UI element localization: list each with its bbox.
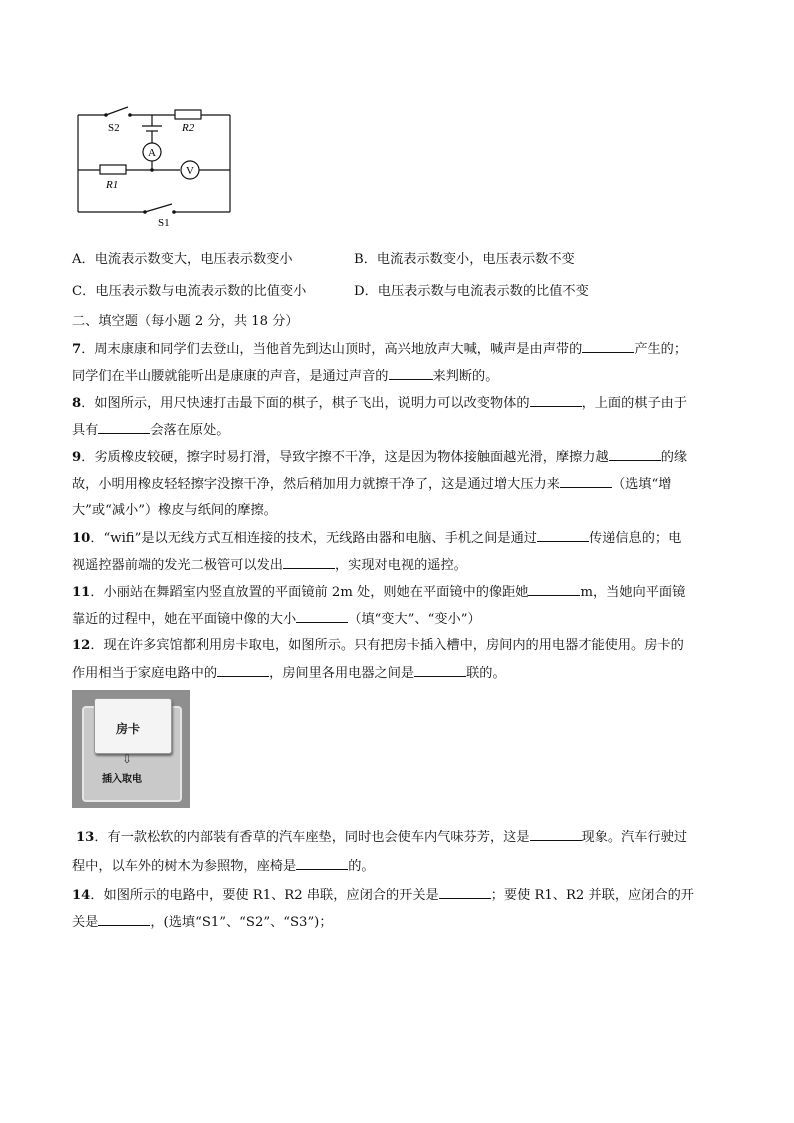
question-text: （选填“增 — [611, 477, 672, 492]
question-number: 12 — [72, 638, 91, 653]
voltmeter-label: V — [186, 165, 194, 177]
room-card-photo — [72, 690, 190, 808]
question-text: 的缘 — [660, 450, 688, 465]
answer-blank[interactable] — [609, 448, 661, 461]
resistor-r1-label: R1 — [106, 179, 119, 191]
question-12-line-1 — [72, 637, 684, 655]
question-14-line-1 — [72, 886, 694, 905]
question-number: 14 — [72, 888, 91, 903]
question-9-line-2 — [72, 475, 671, 494]
question-11-line-1 — [72, 583, 685, 602]
question-text: ．劣质橡皮较硬，擦字时易打滑，导致字擦不干净，这是因为物体接触面越光滑，摩擦力越 — [81, 450, 609, 465]
insert-power-label: 插入取电 — [102, 774, 142, 785]
question-text: ．周末康康和同学们去登山，当他首先到达山顶时，高兴地放声大喊，喊声是由声带的 — [81, 342, 583, 357]
question-10-line-1 — [72, 529, 681, 548]
switch-s2-label: S2 — [108, 122, 120, 134]
question-text: ，上面的棋子由于 — [581, 396, 688, 411]
question-12-line-2 — [72, 664, 506, 683]
insert-arrow-icon: ⇩ — [122, 752, 133, 766]
question-text: ，房间里各用电器之间是 — [269, 666, 415, 681]
answer-blank[interactable] — [537, 529, 589, 542]
circuit-diagram — [70, 100, 240, 230]
question-text: m，当她向平面镜 — [580, 585, 686, 600]
question-text: ，实现对电视的遥控。 — [335, 558, 467, 573]
question-text: ，(选填“S1”、“S2”、“S3”)； — [150, 915, 333, 930]
question-text: 同学们在半山腰就能听出是康康的声音，是通过声音的 — [72, 369, 389, 384]
option-a: A．电流表示数变大，电压表示数变小 — [72, 252, 293, 267]
question-text: 会落在原处。 — [150, 423, 230, 438]
answer-blank[interactable] — [530, 828, 582, 841]
question-text: 来判断的。 — [432, 369, 499, 384]
ammeter-label: A — [148, 147, 156, 159]
question-text: 视遥控器前端的发光二极管可以发出 — [72, 558, 283, 573]
question-text: 联的。 — [466, 666, 506, 681]
question-number: 7 — [72, 342, 82, 357]
section-title: 二、填空题（每小题 2 分，共 18 分） — [72, 314, 299, 329]
question-text: ．现在许多宾馆都利用房卡取电，如图所示。只有把房卡插入槽中，房间内的用电器才能使用。房卡的 — [90, 638, 684, 653]
question-text: ．有一款松软的内部装有香草的汽车座垫，同时也会使车内气味芬芳，这是 — [94, 830, 530, 845]
option-c: C．电压表示数与电流表示数的比值变小 — [72, 284, 307, 299]
answer-blank[interactable] — [530, 394, 582, 407]
question-9-line-1 — [72, 448, 687, 467]
option-d: D．电压表示数与电流表示数的比值不变 — [354, 284, 589, 299]
question-13-line-1 — [76, 828, 687, 847]
switch-s1-label: S1 — [158, 217, 170, 229]
answer-blank[interactable] — [560, 475, 612, 488]
room-card-label: 房卡 — [116, 722, 141, 736]
answer-blank[interactable] — [296, 857, 348, 870]
question-text: ．“wifi”是以无线方式互相连接的技术，无线路由器和电脑、手机之间是通过 — [90, 531, 537, 546]
answer-blank[interactable] — [439, 886, 491, 899]
question-8-line-1 — [72, 394, 687, 413]
answer-blank[interactable] — [389, 367, 433, 380]
option-b: B．电流表示数变小，电压表示数不变 — [354, 252, 575, 267]
question-text: （填“变大”、“变小”） — [348, 612, 481, 627]
question-number: 8 — [72, 396, 82, 411]
question-text: 传递信息的；电 — [588, 531, 682, 546]
question-13-line-2 — [72, 857, 375, 876]
question-number: 9 — [72, 450, 82, 465]
question-text: 故，小明用橡皮轻轻擦字没擦干净，然后稍加用力就擦干净了，这是通过增大压力来 — [72, 477, 560, 492]
answer-blank[interactable] — [414, 664, 466, 677]
question-text: 作用相当于家庭电路中的 — [72, 666, 218, 681]
question-7-line-2 — [72, 367, 498, 386]
question-number: 13 — [76, 830, 95, 845]
question-text: 具有 — [72, 423, 99, 438]
question-14-line-2 — [72, 913, 333, 932]
question-number: 11 — [72, 585, 91, 600]
question-text: 的。 — [348, 859, 375, 874]
question-7-line-1 — [72, 340, 687, 359]
answer-blank[interactable] — [217, 664, 269, 677]
question-11-line-2 — [72, 610, 481, 629]
question-text: 程中，以车外的树木为参照物，座椅是 — [72, 859, 297, 874]
question-text: 靠近的过程中，她在平面镜中像的大小 — [72, 612, 297, 627]
answer-blank[interactable] — [528, 583, 580, 596]
question-text: 关是 — [72, 915, 99, 930]
answer-blank[interactable] — [98, 913, 150, 926]
answer-blank[interactable] — [296, 610, 348, 623]
question-number: 10 — [72, 531, 91, 546]
question-text: 现象。汽车行驶过 — [581, 830, 688, 845]
answer-blank[interactable] — [582, 340, 634, 353]
answer-blank[interactable] — [283, 556, 335, 569]
question-text: ．如图所示的电路中，要使 R1、R2 串联，应闭合的开关是 — [90, 888, 439, 903]
question-9-line-3: 大”或“减小”）橡皮与纸间的摩擦。 — [72, 503, 277, 518]
question-text: ．如图所示，用尺快速打击最下面的棋子，棋子飞出，说明力可以改变物体的 — [81, 396, 530, 411]
answer-blank[interactable] — [98, 421, 150, 434]
resistor-r2-label: R2 — [182, 122, 195, 134]
question-8-line-2 — [72, 421, 230, 440]
question-10-line-2 — [72, 556, 467, 575]
question-text: ．小丽站在舞蹈室内竖直放置的平面镜前 2m 处，则她在平面镜中的像距她 — [90, 585, 529, 600]
question-text: 产生的； — [634, 342, 688, 357]
question-text: ；要使 R1、R2 并联，应闭合的开 — [490, 888, 694, 903]
